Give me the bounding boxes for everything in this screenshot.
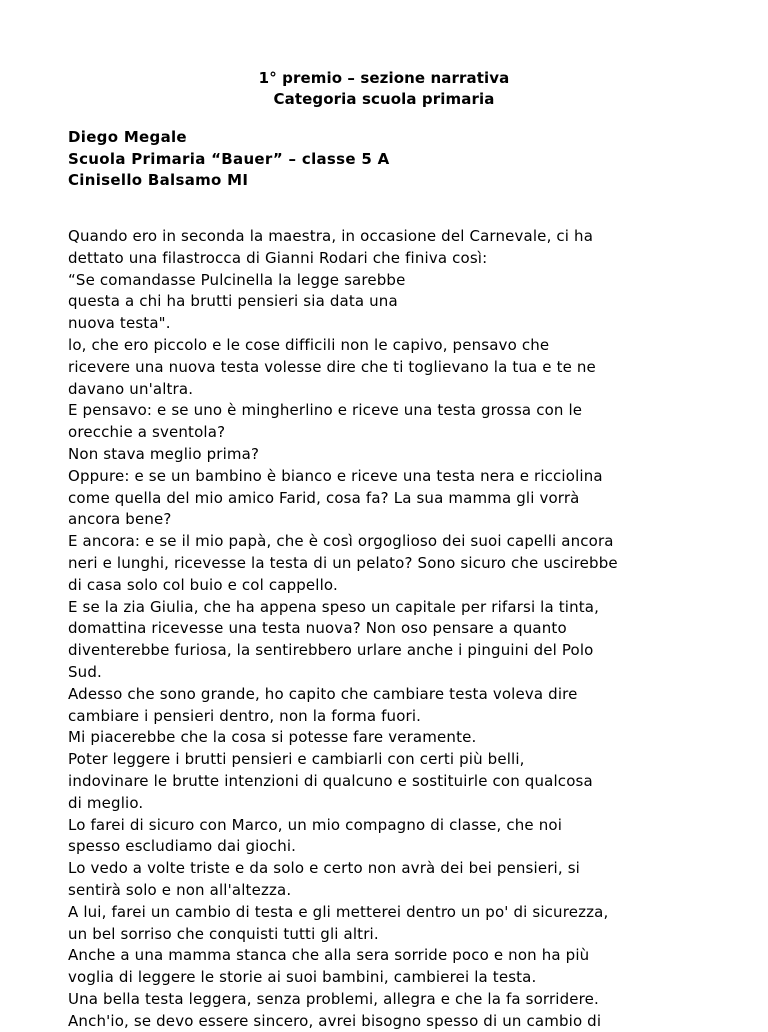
story-line: nuova testa". <box>68 314 171 333</box>
author-info <box>68 127 390 192</box>
story-line: neri e lunghi, ricevesse la testa di un pelato? Sono sicuro che uscirebbe <box>68 553 618 572</box>
story-line: Non stava meglio prima? <box>68 444 260 463</box>
author-city: Cinisello Balsamo MI <box>68 171 249 189</box>
story-line: Anch'io, se devo essere sincero, avrei bisogno spesso di un cambio di <box>68 1011 602 1030</box>
story-line: Quando ero in seconda la maestra, in occasione del Carnevale, ci ha <box>68 227 594 245</box>
story-line: diventerebbe furiosa, la sentirebbero urlare anche i pinguini del Polo <box>68 641 594 660</box>
story-line: sentirà solo e non all'altezza. <box>68 880 292 899</box>
story-line: spesso escludiamo dai giochi. <box>68 837 297 856</box>
story-line: Lo farei di sicuro con Marco, un mio compagno di classe, che noi <box>68 815 563 834</box>
author-school: Scuola Primaria “Bauer” – classe 5 A <box>68 149 390 168</box>
story-line: come quella del mio amico Farid, cosa fa? La sua mamma gli vorrà <box>68 488 580 507</box>
story-line: ricevere una nuova testa volesse dire che ti toglievano la tua e te ne <box>68 357 596 376</box>
story-line: lo, che ero piccolo e le cose difficili non le capivo, pensavo che <box>68 335 550 354</box>
story-line: E se la zia Giulia, che ha appena speso un capitale per rifarsi la tinta, <box>68 597 600 616</box>
story-line: Una bella testa leggera, senza problemi, allegra e che la fa sorridere. <box>68 989 599 1008</box>
story-line: A lui, farei un cambio di testa e gli metterei dentro un po' di sicurezza, <box>68 902 609 921</box>
story-line: davano un'altra. <box>68 379 194 398</box>
story-line: Oppure: e se un bambino è bianco e riceve una testa nera e ricciolina <box>68 466 603 485</box>
story-text <box>68 226 708 1032</box>
story-line: Mi piacerebbe che la cosa si potesse fare veramente. <box>68 728 477 747</box>
story-line: orecchie a sventola? <box>68 423 226 442</box>
story-line: voglia di leggere le storie ai suoi bambini, cambierei la testa. <box>68 968 537 987</box>
award-title: 1° premio – sezione narrativa <box>258 69 510 87</box>
story-line: dettato una filastrocca di Gianni Rodari che finiva così: <box>68 248 488 267</box>
story-line: questa a chi ha brutti pensieri sia data una <box>68 292 398 311</box>
story-line: Poter leggere i brutti pensieri e cambiarli con certi più belli, <box>68 750 525 769</box>
story-line: Anche a una mamma stanca che alla sera sorride poco e non ha più <box>68 946 590 965</box>
story-line: Adesso che sono grande, ho capito che cambiare testa voleva dire <box>68 684 578 703</box>
story-line: di casa solo col buio e col cappello. <box>68 575 338 594</box>
story-line: Sud. <box>68 662 102 681</box>
story-line: di meglio. <box>68 793 144 812</box>
story-line: cambiare i pensieri dentro, non la forma fuori. <box>68 706 422 725</box>
story-line: un bel sorriso che conquisti tutti gli altri. <box>68 924 379 943</box>
author-name: Diego Megale <box>68 128 187 146</box>
story-line: “Se comandasse Pulcinella la legge sarebbe <box>68 270 406 289</box>
story-line: E ancora: e se il mio papà, che è così orgoglioso dei suoi capelli ancora <box>68 532 614 551</box>
story-line: Lo vedo a volte triste e da solo e certo non avrà dei bei pensieri, si <box>68 859 580 878</box>
story-line: ancora bene? <box>68 510 172 529</box>
story-line: domattina ricevesse una testa nuova? Non oso pensare a quanto <box>68 619 567 638</box>
story-line: E pensavo: e se uno è mingherlino e riceve una testa grossa con le <box>68 401 583 420</box>
story-line: indovinare le brutte intenzioni di qualcuno e sostituirle con qualcosa <box>68 771 593 790</box>
document-heading <box>0 68 768 110</box>
award-category: Categoria scuola primaria <box>273 90 495 108</box>
